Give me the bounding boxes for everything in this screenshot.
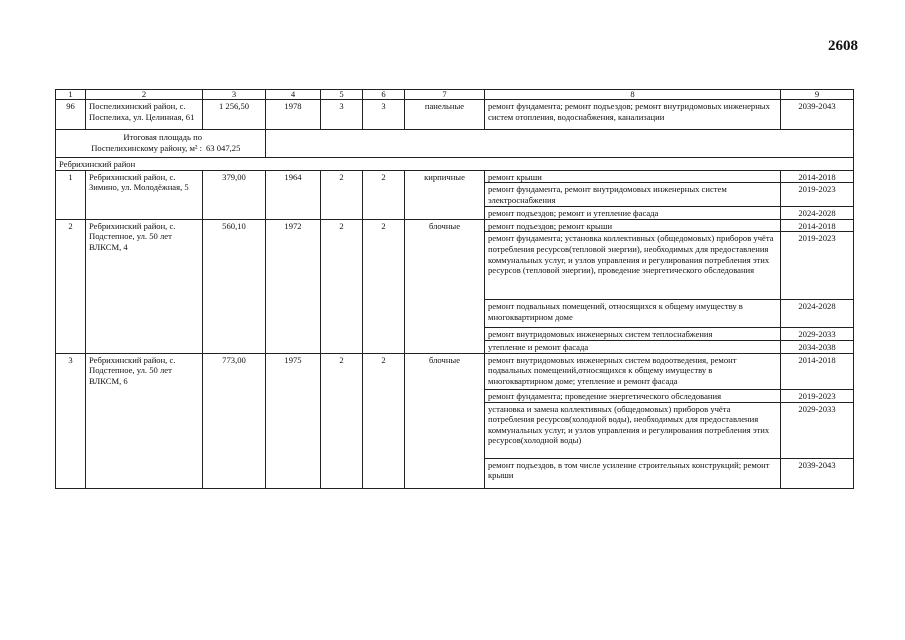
column-number: 5: [321, 90, 363, 100]
total-area-value: 63 047,25: [206, 143, 241, 153]
house-address: Ребрихинский район, с. Зимино, ул. Молодёжная, 5: [86, 170, 203, 219]
table-row: [56, 100, 854, 130]
column-number: 6: [363, 90, 405, 100]
floor-count: 2: [321, 170, 363, 219]
work-period: 2014-2018: [781, 353, 854, 389]
work-period: 2034-2038: [781, 340, 854, 353]
wall-material: блочные: [405, 353, 485, 488]
column-number: 3: [203, 90, 266, 100]
work-description: ремонт внутридомовых инженерных систем водоотведения, ремонт подвальных помещений,относящихся к общему имуществу в многоквартирном доме; утепление и ремонт фасада: [485, 353, 781, 389]
district-total-row: [56, 130, 854, 158]
work-description: ремонт подвальных помещений, относящихся к общему имуществу в многоквартирном доме: [485, 300, 781, 328]
entrance-count: 3: [363, 100, 405, 130]
work-description: установка и замена коллективных (общедомовых) приборов учёта потребления ресурсов(холодной воды), необходимых для предоставления коммунальных услуг, и узлов управления и регулирования потребления этих ресурсов(холодной воды): [485, 402, 781, 458]
column-number: 9: [781, 90, 854, 100]
floor-count: 3: [321, 100, 363, 130]
house-area: 379,00: [203, 170, 266, 219]
table-row: [56, 170, 854, 183]
district-row: [56, 158, 854, 171]
district-name: Ребрихинский район: [56, 158, 854, 171]
work-period: 2029-2033: [781, 328, 854, 341]
work-period: 2014-2018: [781, 170, 854, 183]
build-year: 1964: [266, 170, 321, 219]
work-description: ремонт крыши: [485, 170, 781, 183]
work-period: 2019-2023: [781, 389, 854, 402]
column-number: 7: [405, 90, 485, 100]
row-number: 2: [56, 219, 86, 353]
entrance-count: 2: [363, 353, 405, 488]
house-area: 1 256,50: [203, 100, 266, 130]
work-description: ремонт фундамента, ремонт внутридомовых инженерных систем электроснабжения: [485, 183, 781, 207]
work-description: ремонт подъездов; ремонт и утепление фасада: [485, 207, 781, 220]
house-address: Ребрихинский район, с. Подстепное, ул. 50 лет ВЛКСМ, 6: [86, 353, 203, 488]
table-row: [56, 353, 854, 389]
work-period: 2019-2023: [781, 183, 854, 207]
house-area: 773,00: [203, 353, 266, 488]
total-area-label: Итоговая площадь по Поспелихинскому району, м² :: [91, 132, 202, 153]
work-period: 2029-2033: [781, 402, 854, 458]
work-description: ремонт фундамента; установка коллективных (общедомовых) приборов учёта потребления ресурсов(тепловой энергии), необходимых для предоставления коммунальных услуг, и узлов управления и регулирования потребления этих ресурсов (тепловой энергии), проведение энергетического обследования: [485, 232, 781, 300]
column-number: 8: [485, 90, 781, 100]
work-description: ремонт внутридомовых инженерных систем теплоснабжения: [485, 328, 781, 341]
house-area: 560,10: [203, 219, 266, 353]
wall-material: панельные: [405, 100, 485, 130]
work-period: 2024-2028: [781, 300, 854, 328]
row-number: 96: [56, 100, 86, 130]
column-number: 1: [56, 90, 86, 100]
wall-material: блочные: [405, 219, 485, 353]
page-number: 2608: [828, 38, 858, 54]
row-number: 3: [56, 353, 86, 488]
work-description: утепление и ремонт фасада: [485, 340, 781, 353]
work-period: 2039-2043: [781, 458, 854, 488]
work-period: 2019-2023: [781, 232, 854, 300]
work-period: 2024-2028: [781, 207, 854, 220]
work-description: ремонт подъездов, в том числе усиление строительных конструкций; ремонт крыши: [485, 458, 781, 488]
row-number: 1: [56, 170, 86, 219]
work-period: 2014-2018: [781, 219, 854, 232]
work-period: 2039-2043: [781, 100, 854, 130]
floor-count: 2: [321, 219, 363, 353]
work-description: ремонт подъездов; ремонт крыши: [485, 219, 781, 232]
repair-schedule-table: [55, 89, 854, 489]
entrance-count: 2: [363, 219, 405, 353]
build-year: 1978: [266, 100, 321, 130]
work-description: ремонт фундамента; ремонт подъездов; ремонт внутридомовых инженерных систем отопления, водоснабжения, канализации: [485, 100, 781, 130]
table-row: [56, 219, 854, 232]
work-description: ремонт фундамента; проведение энергетического обследования: [485, 389, 781, 402]
floor-count: 2: [321, 353, 363, 488]
column-number: 4: [266, 90, 321, 100]
house-address: Поспелихинский район, с. Поспелиха, ул. Целинная, 61: [86, 100, 203, 130]
build-year: 1975: [266, 353, 321, 488]
column-number: 2: [86, 90, 203, 100]
column-number-row: [56, 90, 854, 100]
build-year: 1972: [266, 219, 321, 353]
wall-material: кирпичные: [405, 170, 485, 219]
house-address: Ребрихинский район, с. Подстепное, ул. 50 лет ВЛКСМ, 4: [86, 219, 203, 353]
entrance-count: 2: [363, 170, 405, 219]
